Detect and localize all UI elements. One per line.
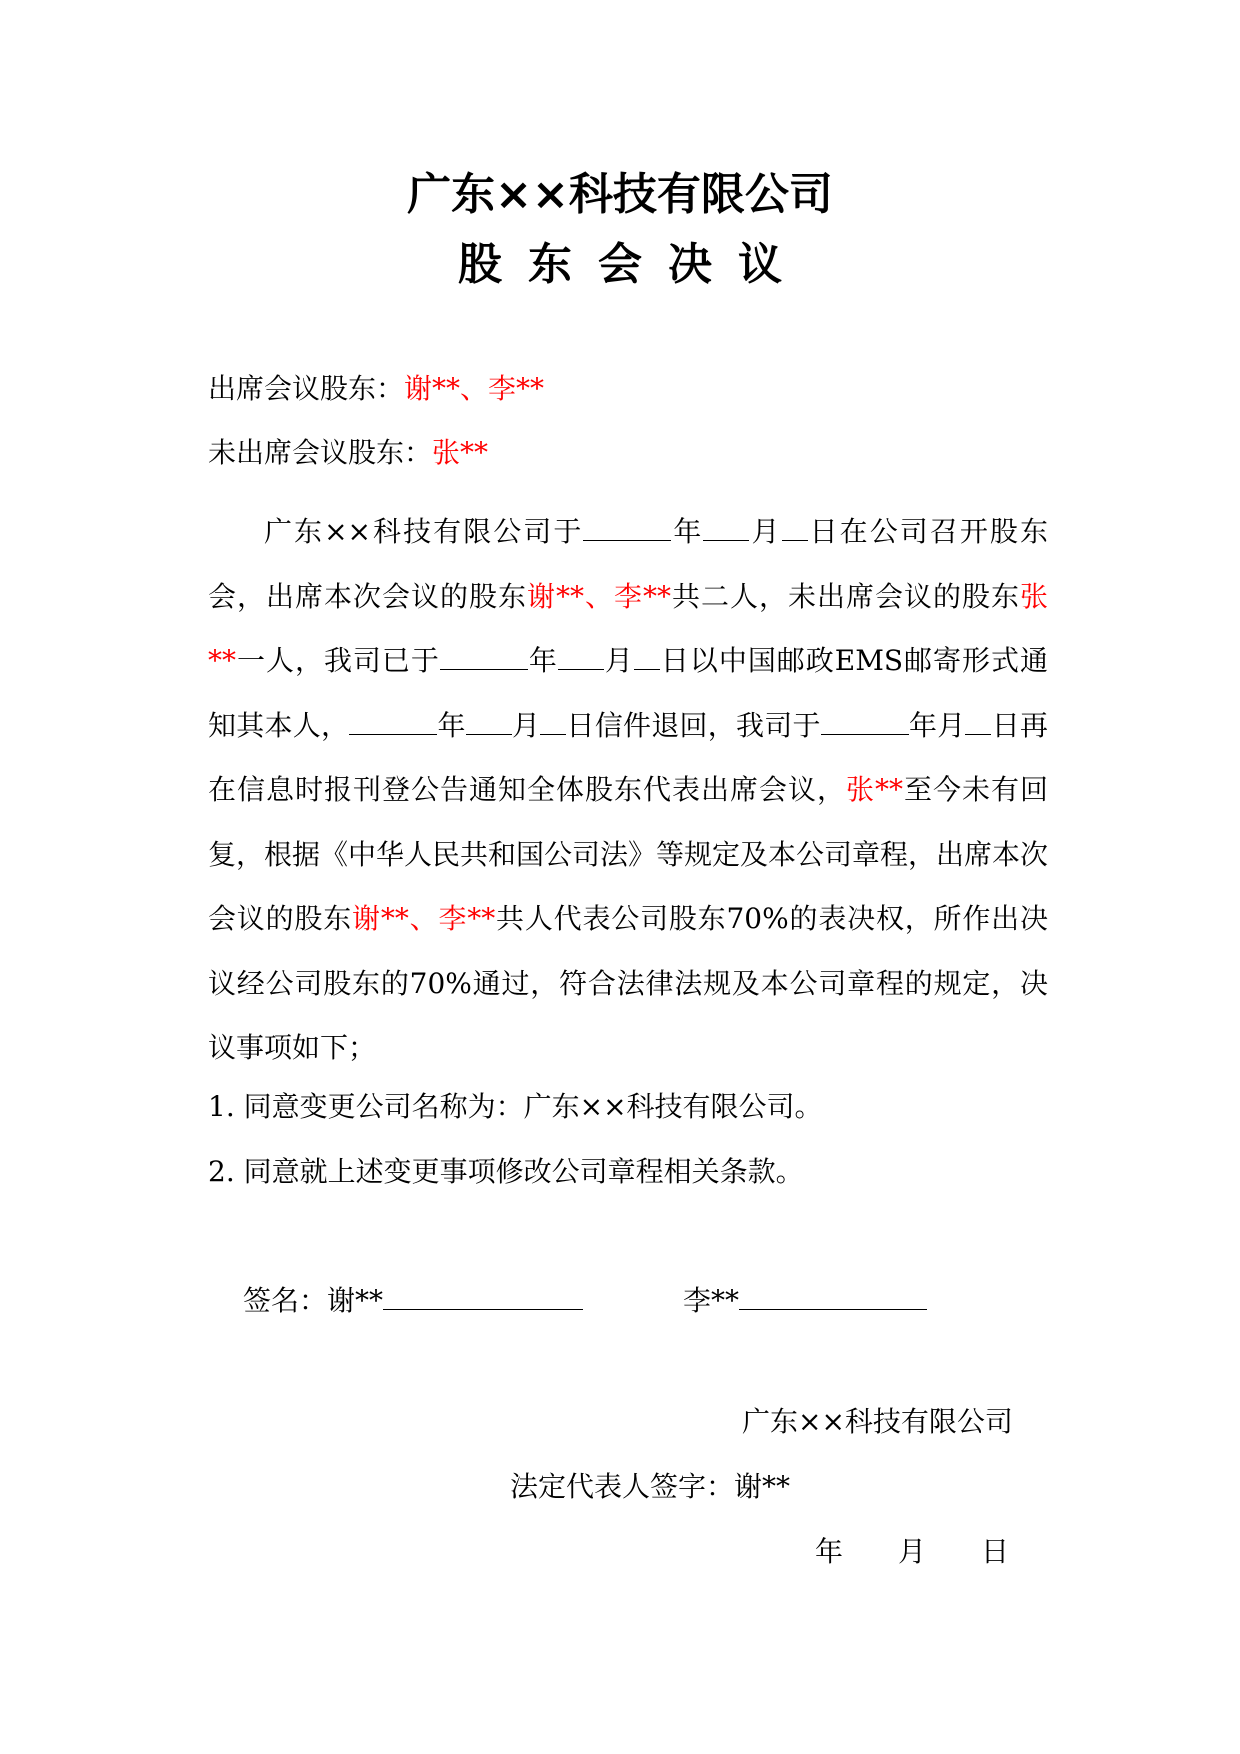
body-text-5: 以中国邮政EMS邮寄形式通知其本人，: [208, 644, 1048, 742]
body-text-4: 一人，我司已于: [236, 644, 440, 677]
signer-2-line: [739, 1277, 927, 1310]
body-text-3: 共二人，未出席会议的股东: [670, 579, 1020, 613]
year-label: 年: [437, 708, 466, 742]
year-label: 年: [527, 644, 558, 677]
absent-label: 未出席会议股东：: [208, 436, 433, 469]
blank-year: [821, 702, 909, 735]
body-text-8: 至今未有回复，根据《中华人民共和国公司法》等规定及本公司章程，出席本次会议的股东: [208, 773, 1049, 935]
legal-rep-signature: [510, 1467, 790, 1507]
month-label: 月: [603, 644, 634, 677]
resolution-body: [208, 500, 1048, 1081]
signer-1-name: 谢**: [327, 1284, 384, 1317]
day-label: 日: [991, 708, 1020, 742]
date-day: 日: [981, 1535, 1010, 1568]
document-title: 股东会决议: [458, 239, 808, 290]
body-text-7: 再在信息时报刊登公告通知全体股东代表出席会议，: [208, 708, 1048, 806]
absentee-name-inline: 张**: [208, 579, 1048, 677]
attending-label: 出席会议股东：: [208, 372, 405, 405]
date-year: 年: [815, 1535, 844, 1568]
legal-rep-label: 法定代表人签字：: [510, 1470, 735, 1503]
month-label: 月: [749, 515, 782, 548]
attending-shareholders: [208, 369, 544, 409]
day-label: 日: [659, 644, 690, 677]
blank-month: [466, 702, 512, 735]
signature-row: [243, 1277, 927, 1321]
blank-year: [440, 637, 528, 670]
month-label: 月: [511, 708, 541, 742]
blank-day: [634, 637, 660, 670]
blank-month: [703, 508, 749, 541]
attendee-names-inline: 谢**、李**: [526, 579, 671, 613]
body-text-6: 信件退回，我司于: [594, 708, 821, 742]
body-text-1: 广东××科技有限公司于: [264, 515, 584, 548]
attending-names: 谢**、李**: [404, 372, 545, 405]
company-title: 广东××科技有限公司: [407, 169, 833, 220]
blank-day: [540, 702, 566, 735]
blank-year: [583, 508, 671, 541]
attendee-names-inline: 谢**、李**: [352, 902, 496, 935]
month-label: 月: [937, 708, 966, 742]
absent-names: 张**: [432, 436, 489, 469]
body-text-2: 在公司召开股东会，出席本次会议的股东: [208, 515, 1048, 613]
body-text-9: 共人代表公司股东70%的表决权，所作出决议经公司股东的70%通过，符合法律法规及本公司章程的规定，决议事项如下；: [208, 902, 1048, 1064]
date-month: 月: [898, 1535, 927, 1568]
footer-company: 广东××科技有限公司: [742, 1405, 1013, 1438]
legal-rep-name: 谢**: [734, 1470, 791, 1503]
day-label: 日: [807, 515, 840, 548]
signer-2-name: 李**: [683, 1284, 740, 1317]
blank-day: [965, 702, 991, 735]
signer-1-line: [383, 1277, 583, 1310]
absent-shareholders: [208, 433, 488, 473]
blank-year: [349, 702, 437, 735]
day-label: 日: [566, 708, 595, 742]
blank-day: [782, 508, 808, 541]
resolution-item-2: 2. 同意就上述变更事项修改公司章程相关条款。: [208, 1155, 804, 1188]
year-label: 年: [671, 515, 704, 548]
sign-label: 签名：: [243, 1284, 328, 1317]
year-label: 年: [908, 708, 938, 742]
resolution-item-1: 1. 同意变更公司名称为：广东××科技有限公司。: [208, 1090, 823, 1123]
date-line: [815, 1532, 1009, 1572]
blank-month: [558, 637, 604, 670]
absentee-name-inline: 张**: [845, 773, 903, 806]
